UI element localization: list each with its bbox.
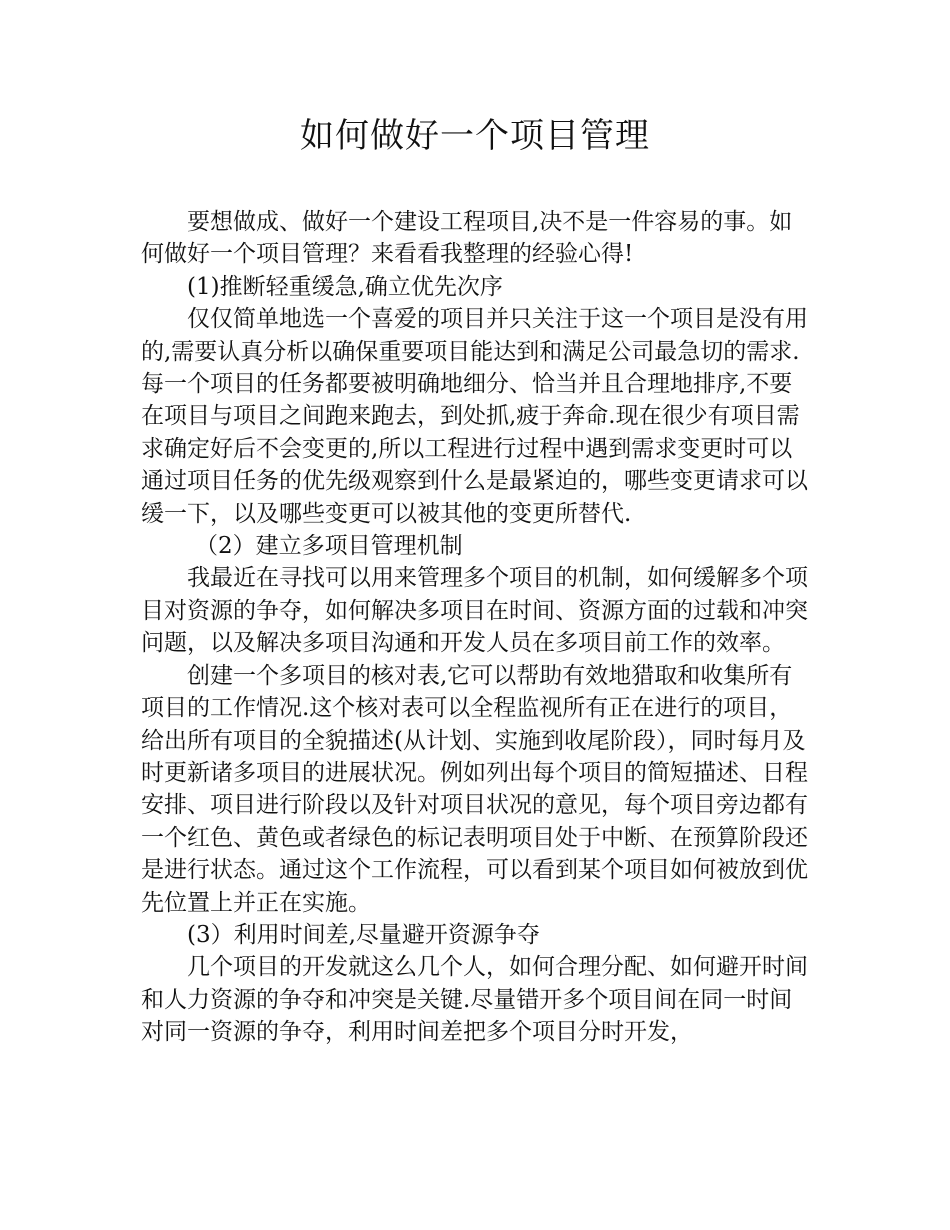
section-heading-1: (1)推断轻重缓急,确立优先次序 xyxy=(187,273,503,300)
body-paragraph: 创建一个多项目的核对表,它可以帮助有效地猎取和收集所有项目的工作情况.这个核对表可以全程监视所有正在进行的项目，给出所有项目的全貌描述(从计划、实施到收尾阶段），同时每月及时更新诸多项目的进展状况。例如列出每个项目的简短描述、日程安排、项目进行阶段以及针对项目状况的意见，每个项目旁边都有一个红色、黄色或者绿色的标记表明项目处于中断、在预算阶段还是进行状态。通过这个工作流程，可以看到某个项目如何被放到优先位置上并正在实施。 xyxy=(141,662,808,916)
body-paragraph: 我最近在寻找可以用来管理多个项目的机制，如何缓解多个项目对资源的争夺，如何解决多项目在时间、资源方面的过载和冲突问题，以及解决多项目沟通和开发人员在多项目前工作的效率。 xyxy=(141,565,808,657)
body-paragraph: 几个项目的开发就这么几个人，如何合理分配、如何避开时间和人力资源的争夺和冲突是关键.尽量错开多个项目间在同一时间对同一资源的争夺，利用时间差把多个项目分时开发， xyxy=(141,954,808,1046)
intro-paragraph: 要想做成、做好一个建设工程项目,决不是一件容易的事。如何做好一个项目管理？来看看我整理的经验心得! xyxy=(141,209,793,268)
document-body xyxy=(141,206,811,1049)
body-paragraph: 仅仅简单地选一个喜爱的项目并只关注于这一个项目是没有用的,需要认真分析以确保重要项目能达到和满足公司最急切的需求.每一个项目的任务都要被明确地细分、恰当并且合理地排序,不要在项目与项目之间跑来跑去，到处抓,疲于奔命.现在很少有项目需求确定好后不会变更的,所以工程进行过程中遇到需求变更时可以通过项目任务的优先级观察到什么是最紧迫的，哪些变更请求可以缓一下，以及哪些变更可以被其他的变更所替代. xyxy=(141,306,808,527)
document-title: 如何做好一个项目管理 xyxy=(300,116,650,156)
section-heading-2: （2）建立多项目管理机制 xyxy=(195,533,463,560)
section-heading-3: (3）利用时间差,尽量避开资源争夺 xyxy=(187,921,540,948)
